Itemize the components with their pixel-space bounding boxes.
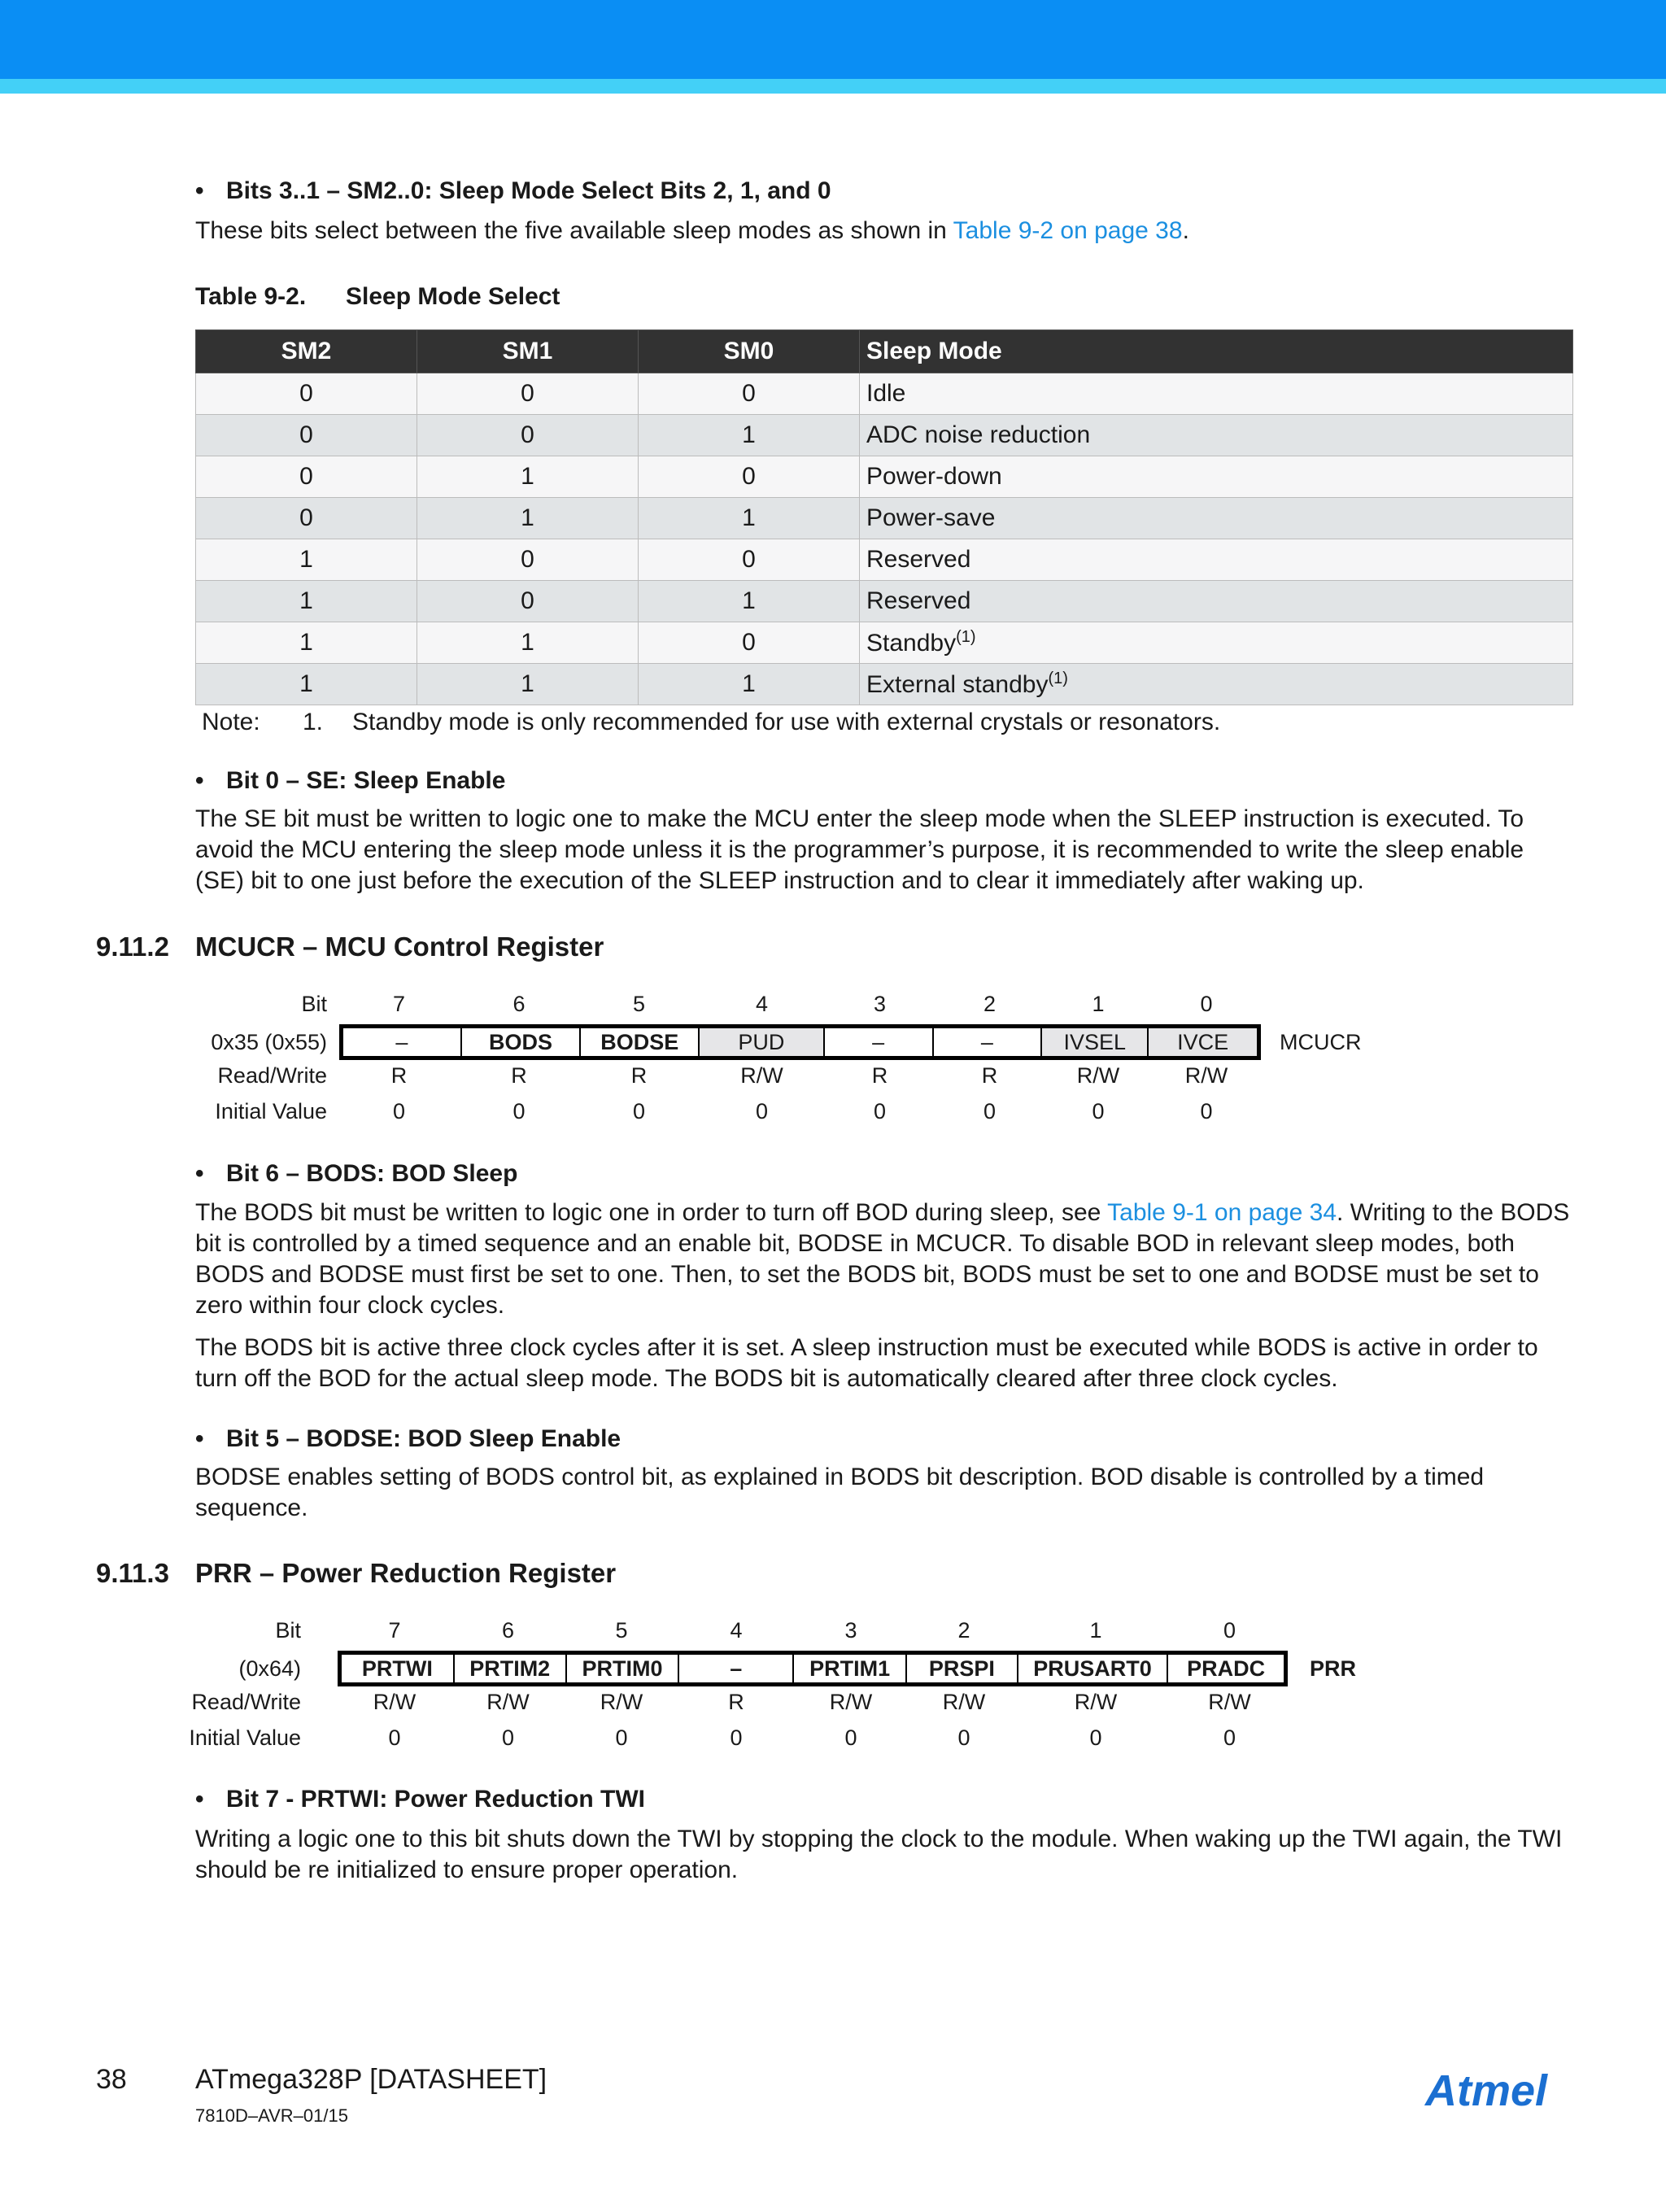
initial-value: 0 — [1223, 1726, 1236, 1750]
page-number: 38 — [96, 2064, 127, 2095]
table-row — [196, 456, 1573, 498]
read-write-value: R/W — [1074, 1690, 1118, 1714]
initial-value: 0 — [730, 1726, 743, 1750]
col-header-sm2: SM2 — [196, 330, 417, 373]
read-write-value: R/W — [942, 1690, 986, 1714]
register-bit-field: – — [343, 1028, 462, 1056]
atmel-logo-text: Atmel — [1425, 2066, 1548, 2115]
table-cell: 1 — [196, 539, 417, 581]
prtwi-bit-text: Writing a logic one to this bit shuts down the TWI by stopping the clock to the module. When waking up the TWI again, the TWI should be re initialized to ensure proper operation. — [195, 1826, 1563, 1883]
register-bit-field: BODS — [462, 1028, 582, 1056]
footer-doc-id: 7810D–AVR–01/15 — [195, 2105, 348, 2126]
sleep-mode-cell: ADC noise reduction — [860, 415, 1573, 456]
initial-value: 0 — [392, 1099, 406, 1123]
register-bit-field: – — [679, 1655, 794, 1682]
initial-value: 0 — [1092, 1099, 1105, 1123]
bodse-bit-heading: • Bit 5 – BODSE: BOD Sleep Enable — [195, 1425, 621, 1452]
table-cell: 1 — [196, 581, 417, 622]
table-cell: 0 — [196, 456, 417, 498]
table-cell: 0 — [196, 373, 417, 415]
sm-bits-text: These bits select between the five available sleep modes as shown in Table 9-2 on page 38. — [195, 217, 1189, 244]
read-write-value: R/W — [829, 1690, 873, 1714]
register-bit-field: – — [934, 1028, 1043, 1056]
bit-number: 7 — [388, 1618, 401, 1643]
bods-bit-text-2: The BODS bit is active three clock cycles after it is set. A sleep instruction must be executed while BODS is active in order to turn off the BOD for the actual sleep mode. The BODS bit is automatically cleared after three clock cycles. — [195, 1334, 1538, 1392]
footnote-ref: (1) — [956, 628, 976, 646]
bit-number: 4 — [755, 992, 769, 1016]
register-bit-field: PRADC — [1187, 1656, 1266, 1681]
mcucr-section-title: MCUCR – MCU Control Register — [195, 931, 604, 962]
footnote-ref: (1) — [1048, 670, 1068, 687]
bit-number: 7 — [392, 992, 406, 1016]
sleep-mode-cell: Power-save — [860, 498, 1573, 539]
bodse-bit-text: BODSE enables setting of BODS control bit, as explained in BODS bit description. BOD disable is controlled by a timed sequence. — [195, 1464, 1485, 1521]
register-row-label: (0x64) — [238, 1656, 301, 1681]
col-header-sm0: SM0 — [639, 330, 860, 373]
prr-section-number: 9.11.3 — [96, 1558, 169, 1588]
table-cell: 1 — [196, 664, 417, 705]
register-row-label: Read/Write — [217, 1063, 327, 1088]
register-bit-field: PRTIM0 — [567, 1655, 680, 1682]
initial-value: 0 — [615, 1726, 628, 1750]
table-cell: 1 — [639, 498, 860, 539]
table-row — [196, 622, 1573, 664]
table-cell: 0 — [639, 539, 860, 581]
initial-value: 0 — [632, 1099, 646, 1123]
table-cell: 1 — [639, 581, 860, 622]
header-stripe — [0, 79, 1666, 94]
initial-value: 0 — [957, 1726, 970, 1750]
sleep-mode-cell: Standby$^{(1)}$ — [860, 622, 1573, 664]
mcucr-section-number: 9.11.2 — [96, 931, 169, 962]
table-cell: 0 — [639, 456, 860, 498]
bit-number: 1 — [1092, 992, 1105, 1016]
register-row-label: Initial Value — [215, 1099, 327, 1123]
table-cell: 0 — [639, 373, 860, 415]
prr-register-diagram — [0, 1612, 1666, 1759]
initial-value: 0 — [501, 1726, 515, 1750]
register-row-label: Bit — [275, 1618, 301, 1643]
table-cell: 0 — [196, 498, 417, 539]
initial-value: 0 — [1200, 1099, 1213, 1123]
bit-number: 4 — [730, 1618, 743, 1643]
bit-number: 5 — [615, 1618, 628, 1643]
table-row — [196, 539, 1573, 581]
register-bit-box — [339, 1024, 1261, 1060]
table-cell: 0 — [417, 539, 639, 581]
register-row-label: Bit — [301, 992, 327, 1016]
table-cell: 0 — [196, 415, 417, 456]
read-write-value: R — [728, 1690, 744, 1714]
bit-number: 0 — [1200, 992, 1213, 1016]
read-write-value: R — [511, 1063, 527, 1088]
read-write-value: R/W — [1184, 1063, 1228, 1088]
register-row-label: Initial Value — [189, 1726, 301, 1750]
bit-number: 2 — [957, 1618, 970, 1643]
register-bit-field: PRSPI — [907, 1655, 1018, 1682]
register-bit-field: PRUSART0 — [1018, 1655, 1168, 1682]
register-name: MCUCR — [1280, 1030, 1362, 1054]
se-bit-heading: • Bit 0 – SE: Sleep Enable — [195, 767, 506, 794]
initial-value: 0 — [844, 1726, 857, 1750]
initial-value: 0 — [983, 1099, 997, 1123]
table-note: Note: 1. Standby mode is only recommended for use with external crystals or resonators. — [202, 709, 1221, 735]
table-row — [196, 664, 1573, 705]
read-write-value: R — [630, 1063, 648, 1088]
read-write-value: R/W — [373, 1690, 416, 1714]
table-row — [196, 415, 1573, 456]
mcucr-register-diagram — [0, 986, 1666, 1132]
read-write-value: R/W — [1076, 1063, 1120, 1088]
read-write-value: R — [981, 1063, 998, 1088]
initial-value: 0 — [873, 1099, 887, 1123]
sm-bits-heading: • Bits 3..1 – SM2..0: Sleep Mode Select Bits 2, 1, and 0 — [195, 177, 831, 204]
sleep-mode-cell: External standby$^{(1)}$ — [860, 664, 1573, 705]
read-write-value: R/W — [1208, 1690, 1251, 1714]
table-cell: 0 — [417, 581, 639, 622]
table-9-2-link[interactable]: Table 9-2 on page 38 — [953, 217, 1183, 244]
bit-number: 3 — [844, 1618, 857, 1643]
bit-number: 1 — [1089, 1618, 1102, 1643]
bit-number: 6 — [512, 992, 526, 1016]
bit-number: 5 — [632, 992, 646, 1016]
table-cell: 0 — [639, 622, 860, 664]
bods-bit-text-1: The BODS bit must be written to logic one in order to turn off BOD during sleep, see Table 9-1 on page 34. Writing to the BODS bit is controlled by a timed sequence and an enable bit, BODSE in MCUCR. To disable BOD in relevant sleep modes, both BODS and BODSE must first be set to one. Then, to set the BODS bit, BODS must be set to one and BODSE must be set to zero within four clock cycles. — [195, 1199, 1570, 1319]
register-row-label: 0x35 (0x55) — [211, 1030, 327, 1054]
table-cell: 1 — [417, 498, 639, 539]
footer-doc-title: ATmega328P [DATASHEET] — [195, 2064, 547, 2095]
register-bit-field: PRTIM1 — [794, 1655, 907, 1682]
table-row — [196, 581, 1573, 622]
table-cell: 1 — [417, 664, 639, 705]
bit-number: 6 — [501, 1618, 515, 1643]
initial-value: 0 — [388, 1726, 401, 1750]
read-write-value: R/W — [600, 1690, 643, 1714]
sleep-mode-cell: Reserved — [860, 539, 1573, 581]
register-bit-field: – — [825, 1028, 934, 1056]
register-bit-field: IVCE — [1149, 1028, 1257, 1056]
se-bit-text: The SE bit must be written to logic one to make the MCU enter the sleep mode when the SLEEP instruction is executed. To avoid the MCU entering the sleep mode unless it is the programmer’s purpose, it is recommended to write the sleep enable (SE) bit to one just before the execution of the SLEEP instruction and to clear it immediately after waking up. — [195, 805, 1524, 894]
col-header-sm1: SM1 — [417, 330, 639, 373]
register-bit-field: BODSE — [581, 1028, 700, 1056]
table-cell: 1 — [196, 622, 417, 664]
atmel-logo — [1424, 2066, 1578, 2115]
sleep-mode-cell: Reserved — [860, 581, 1573, 622]
table-cell: 1 — [639, 415, 860, 456]
prr-section-title: PRR – Power Reduction Register — [195, 1558, 617, 1588]
bods-bit-heading: • Bit 6 – BODS: BOD Sleep — [195, 1160, 518, 1187]
bit-number: 3 — [873, 992, 887, 1016]
register-name: PRR — [1310, 1656, 1357, 1681]
sleep-mode-cell: Power-down — [860, 456, 1573, 498]
initial-value: 0 — [755, 1099, 769, 1123]
header-bar — [0, 0, 1666, 79]
register-bit-field: IVSEL — [1042, 1028, 1149, 1056]
read-write-value: R — [871, 1063, 888, 1088]
table-9-1-link[interactable]: Table 9-1 on page 34 — [1107, 1199, 1337, 1226]
read-write-value: R — [390, 1063, 408, 1088]
table-row — [196, 373, 1573, 415]
table-caption: Table 9-2. Sleep Mode Select — [195, 283, 560, 310]
register-bit-box — [338, 1651, 1288, 1686]
col-header-sleep-mode: Sleep Mode — [860, 330, 1573, 373]
table-cell: 1 — [417, 456, 639, 498]
register-bit-field: PRTIM2 — [455, 1655, 567, 1682]
table-cell: 0 — [417, 415, 639, 456]
initial-value: 0 — [1089, 1726, 1102, 1750]
register-row-label: Read/Write — [191, 1690, 301, 1714]
bit-number: 2 — [983, 992, 997, 1016]
read-write-value: R/W — [740, 1063, 783, 1088]
register-bit-field: PRTWI — [342, 1655, 455, 1682]
sleep-mode-table — [195, 329, 1573, 705]
read-write-value: R/W — [486, 1690, 530, 1714]
bit-number: 0 — [1223, 1618, 1236, 1643]
table-cell: 1 — [639, 664, 860, 705]
sleep-mode-cell: Idle — [860, 373, 1573, 415]
register-bit-field: PUD — [700, 1028, 825, 1056]
table-row — [196, 498, 1573, 539]
prtwi-bit-heading: • Bit 7 - PRTWI: Power Reduction TWI — [195, 1786, 645, 1813]
table-cell: 0 — [417, 373, 639, 415]
initial-value: 0 — [512, 1099, 526, 1123]
table-cell: 1 — [417, 622, 639, 664]
